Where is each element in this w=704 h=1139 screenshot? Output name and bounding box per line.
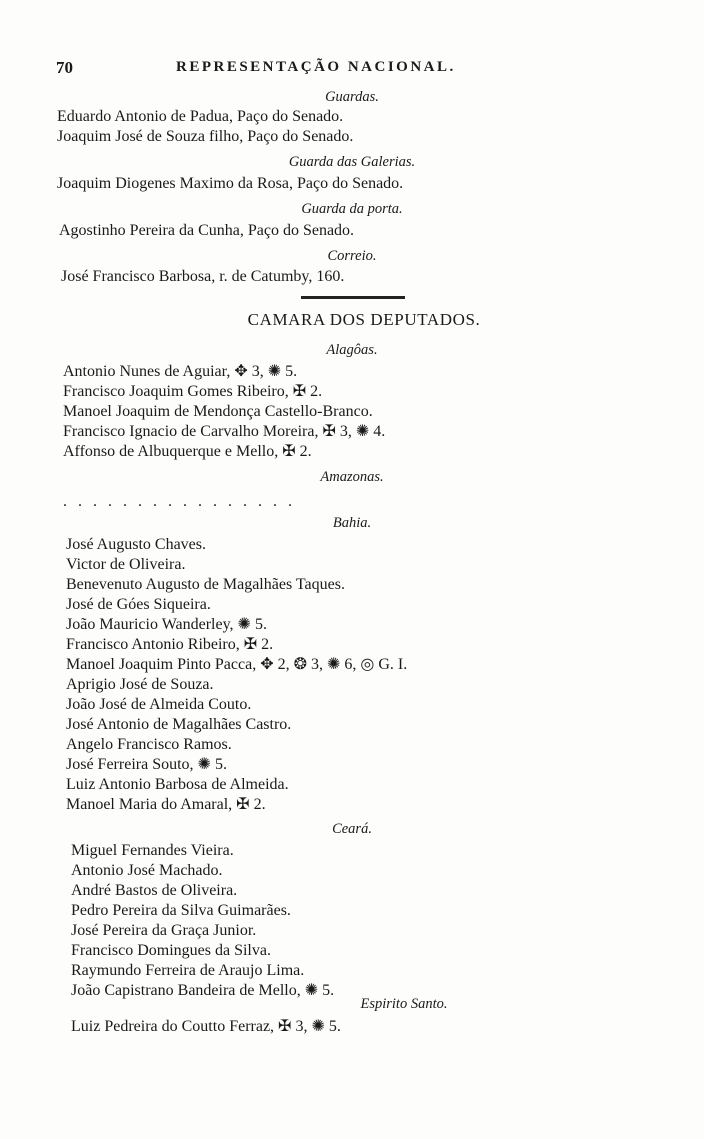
deputy-entry: Francisco Antonio Ribeiro, ✠ 2. (66, 636, 274, 653)
deputy-entry: João Capistrano Bandeira de Mello, ✺ 5. (71, 982, 335, 999)
deputy-entry: Angelo Francisco Ramos. (66, 736, 232, 753)
deputy-entry: Luiz Antonio Barbosa de Almeida. (66, 776, 289, 793)
deputy-entry: André Bastos de Oliveira. (71, 882, 238, 899)
amazonas-placeholder-dots: ................ (63, 493, 303, 510)
deputy-entry: José Ferreira Souto, ✺ 5. (66, 756, 227, 773)
entry-line: José Francisco Barbosa, r. de Catumby, 160. (61, 268, 345, 285)
section-heading-guarda-porta: Guarda da porta. (301, 201, 403, 217)
deputy-entry: Manoel Maria do Amaral, ✠ 2. (66, 796, 266, 813)
deputy-entry: José de Góes Siqueira. (66, 596, 211, 613)
deputy-entry: Raymundo Ferreira de Araujo Lima. (71, 962, 305, 979)
section-heading-alagoas: Alagôas. (326, 342, 378, 358)
section-heading-bahia: Bahia. (332, 515, 372, 531)
deputy-entry: Manoel Joaquim Pinto Pacca, ✥ 2, ❂ 3, ✺ 6, ◎ G. I. (66, 656, 408, 673)
chamber-title: CAMARA DOS DEPUTADOS. (247, 310, 481, 329)
deputy-entry: José Antonio de Magalhães Castro. (66, 716, 292, 733)
deputy-entry: José Augusto Chaves. (66, 536, 206, 553)
running-head (56, 58, 506, 82)
entry-line: Agostinho Pereira da Cunha, Paço do Senado. (59, 222, 355, 239)
deputy-entry: João José de Almeida Couto. (66, 696, 252, 713)
deputy-entry: Francisco Domingues da Silva. (71, 942, 271, 959)
deputy-entry: Manoel Joaquim de Mendonça Castello-Branco. (63, 403, 373, 420)
page-number: 70 (56, 58, 73, 77)
deputy-entry: José Pereira da Graça Junior. (71, 922, 257, 939)
deputy-entry: João Mauricio Wanderley, ✺ 5. (66, 616, 267, 633)
section-divider-rule (301, 296, 405, 299)
deputy-entry: Francisco Joaquim Gomes Ribeiro, ✠ 2. (63, 383, 323, 400)
entry-line: Joaquim Diogenes Maximo da Rosa, Paço do Senado. (57, 175, 404, 192)
entry-line: Joaquim José de Souza filho, Paço do Senado. (57, 128, 354, 145)
entry-line: Eduardo Antonio de Padua, Paço do Senado. (57, 108, 344, 125)
deputy-entry: Miguel Fernandes Vieira. (71, 842, 234, 859)
section-heading-espirito-santo: Espirito Santo. (360, 996, 448, 1012)
section-heading-correio: Correio. (327, 248, 377, 264)
deputy-entry: Pedro Pereira da Silva Guimarães. (71, 902, 291, 919)
deputy-entry: Luiz Pedreira do Coutto Ferraz, ✠ 3, ✺ 5. (71, 1018, 341, 1035)
section-heading-ceara: Ceará. (332, 821, 372, 837)
deputy-entry: Benevenuto Augusto de Magalhães Taques. (66, 576, 345, 593)
deputy-entry: Victor de Oliveira. (66, 556, 186, 573)
running-title: REPRESENTAÇÃO NACIONAL. (176, 59, 456, 75)
deputy-entry: Francisco Ignacio de Carvalho Moreira, ✠ 3, ✺ 4. (63, 423, 386, 440)
deputy-entry: Antonio José Machado. (71, 862, 223, 879)
deputy-entry: Antonio Nunes de Aguiar, ✥ 3, ✺ 5. (63, 363, 298, 380)
deputy-entry: Affonso de Albuquerque e Mello, ✠ 2. (63, 443, 312, 460)
deputy-entry: Aprigio José de Souza. (66, 676, 214, 693)
section-heading-guardas: Guardas. (325, 89, 379, 105)
section-heading-amazonas: Amazonas. (320, 469, 384, 485)
section-heading-guarda-galerias: Guarda das Galerias. (288, 154, 416, 170)
